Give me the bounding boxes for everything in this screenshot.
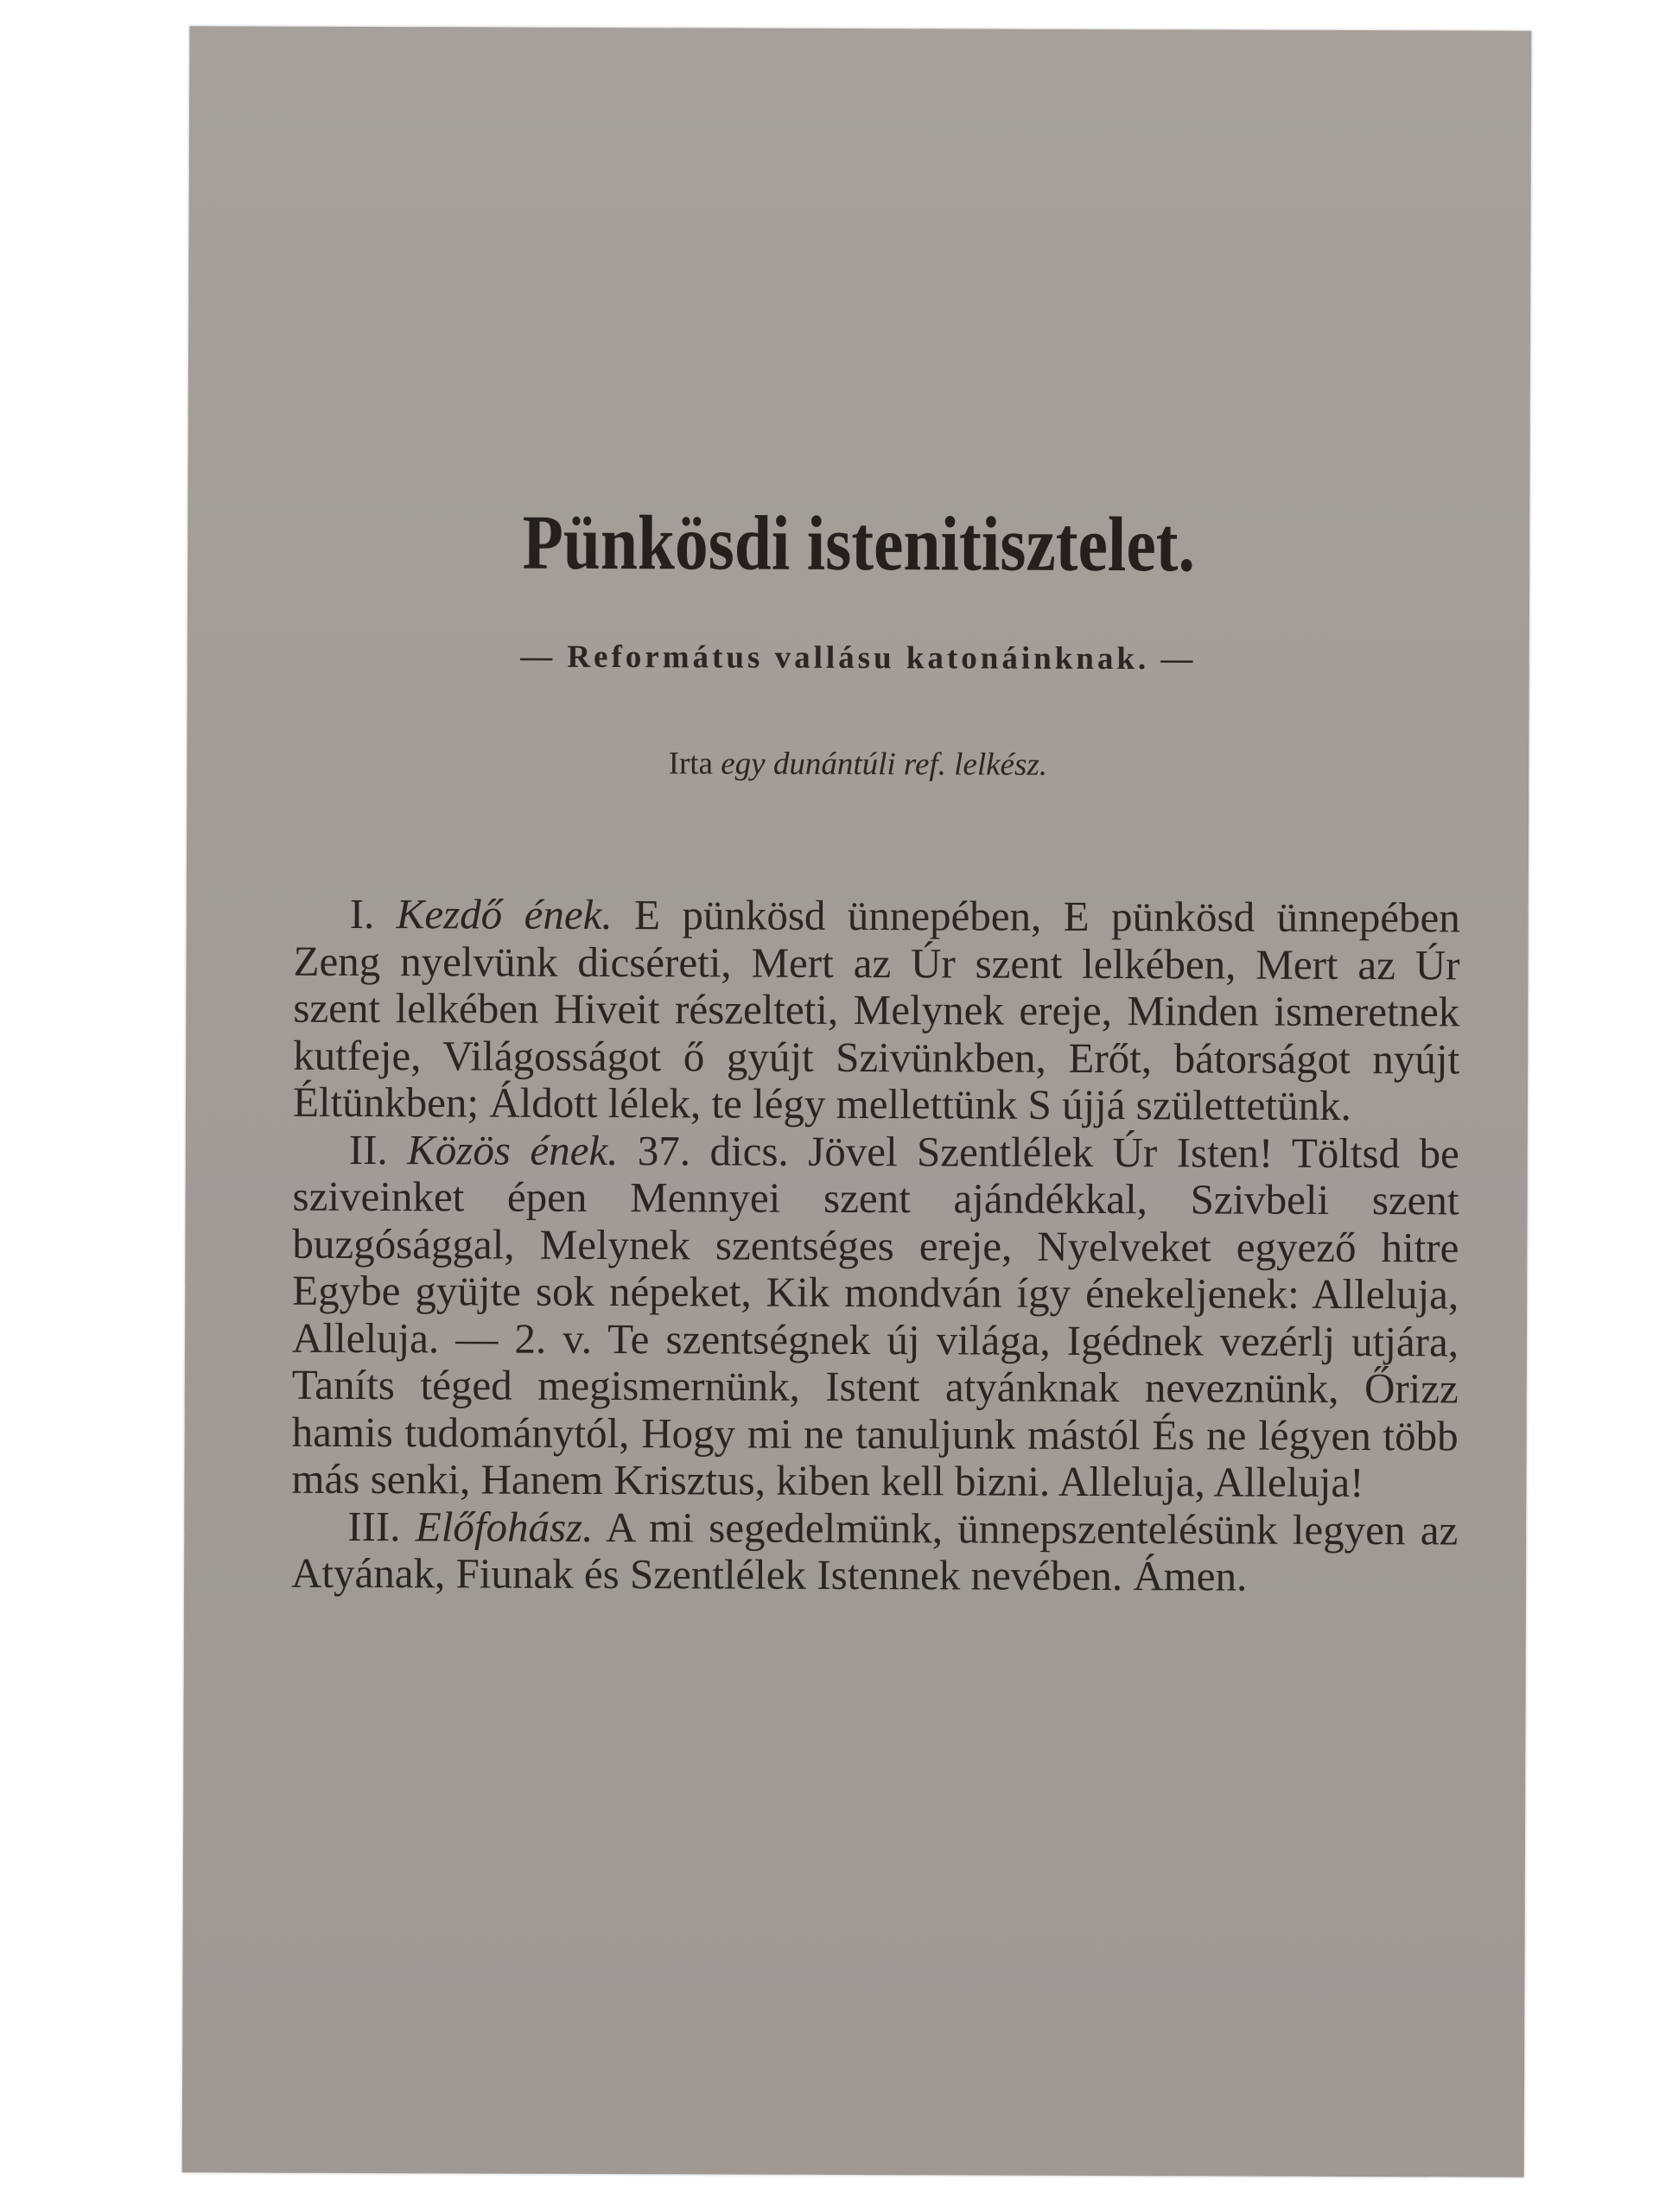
section-1-heading: Kezdő ének. — [396, 890, 613, 939]
author-line — [187, 743, 1529, 785]
section-3-number: III. — [347, 1502, 401, 1550]
section-2 — [291, 1126, 1459, 1507]
section-3 — [291, 1503, 1458, 1601]
section-1-number: I. — [349, 889, 375, 938]
document-title: Pünkösdi istenitisztelet. — [522, 499, 1196, 588]
document-subtitle: — Református vallásu katonáinknak. — — [520, 639, 1197, 677]
section-3-text: A mi segedelmünk, ünnepszentelésünk legyen az Atyának, Fiunak és Szentlélek Istennek nevében. Ámen. — [290, 1503, 1459, 1600]
section-1 — [293, 891, 1460, 1130]
section-1-text: E pünkösd ünnepében, E pünkösd ünnepében Zeng nyelvünk dicséreti, Mert az Úr szent lelkében, Mert az Úr szent lelkében Hiveit részelteti, Melynek ereje, Minden ismeretnek kutfeje, Világosságot ő gyújt Szivünkben, Erőt, bátorságot nyújt Éltünkben; Áldott lélek, te légy mellettünk S újjá születtetünk. — [292, 891, 1460, 1129]
author-prefix: Irta — [668, 746, 714, 782]
section-2-heading: Közös ének. — [407, 1125, 619, 1174]
document-page — [182, 26, 1532, 2177]
author-description: egy dunántúli ref. lelkész. — [721, 746, 1048, 783]
section-2-number: II. — [348, 1125, 388, 1173]
section-3-heading: Előfohász. — [415, 1502, 594, 1551]
document-body — [291, 891, 1460, 1601]
section-2-text: 37. dics. Jövel Szentlélek Úr Isten! Töltsd be sziveinket épen Mennyei szent ajándékkal, Szivbeli szent buzgósággal, Melynek szentséges ereje, Nyelveket egyező hitre Egybe gyüjte sok népeket, Kik mondván így énekeljenek: Alleluja, Alleluja. — 2. v. Te szentségnek új világa, Igédnek vezérlj utjára, Taníts téged megismernünk, Istent atyánknak neveznünk, Őrizz hamis tudománytól, Hogy mi ne tanuljunk mástól És ne légyen több más senki, Hanem Krisztus, kiben kell bizni. Alleluja, Alleluja! — [291, 1126, 1459, 1507]
